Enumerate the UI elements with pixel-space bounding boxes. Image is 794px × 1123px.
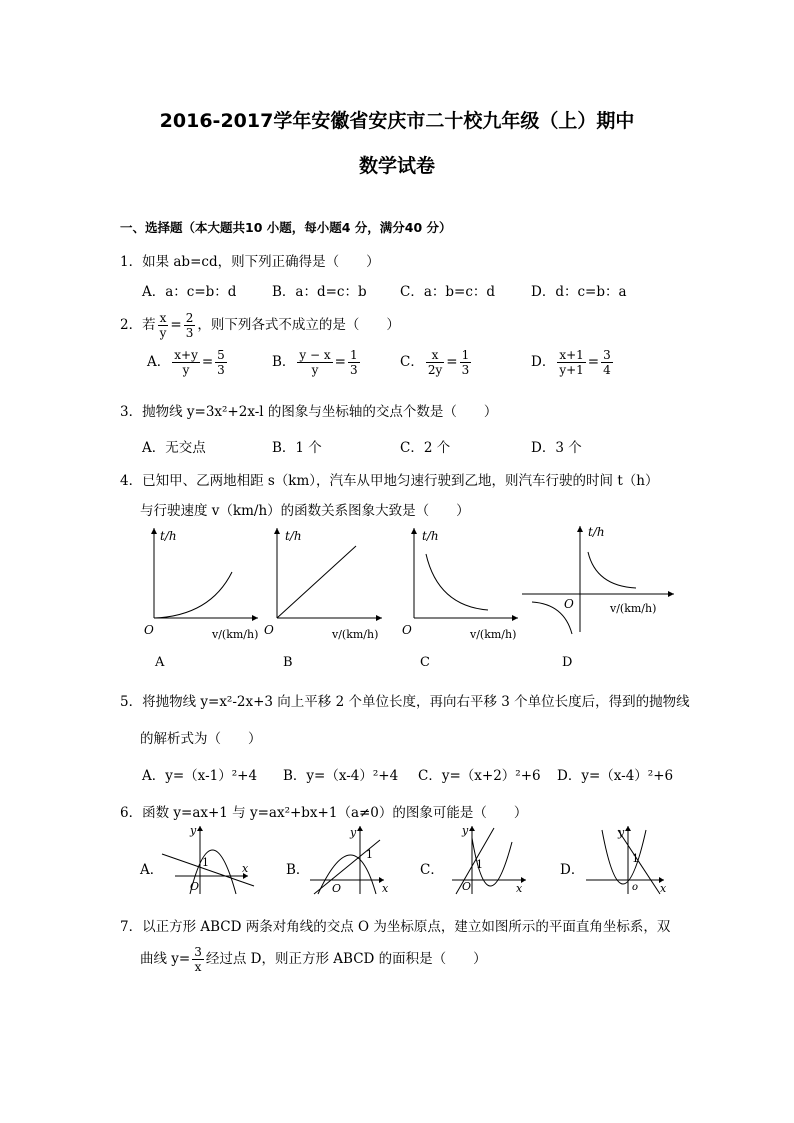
svg-text:x: x — [660, 882, 667, 895]
question-6-stem: 6．函数 y=ax+1 与 y=ax²+bx+1（a≠0）的图象可能是（ ） — [120, 805, 528, 821]
svg-text:y: y — [462, 824, 469, 837]
svg-text:y: y — [350, 826, 357, 839]
svg-text:o: o — [632, 882, 639, 893]
svg-text:1: 1 — [632, 852, 639, 865]
section-heading: 一、选择题（本大题共10 小题，每小题4 分，满分40 分） — [120, 220, 452, 235]
q3-option-b[interactable]: B．1 个 — [272, 440, 322, 456]
q4c-origin: O — [402, 623, 412, 637]
q2-option-a[interactable]: A． $\frac{x+y}{y}$ = $\frac{5}{3}$ — [147, 348, 225, 377]
q5-option-c[interactable]: C．y=（x+2）²+6 — [418, 768, 541, 784]
page-title: 2016-2017学年安徽省安庆市二十校九年级（上）期中 — [159, 110, 635, 132]
svg-text:x: x — [516, 882, 523, 895]
question-5-stem-line2: 的解析式为（ ） — [140, 731, 262, 747]
q2-given-frac-right: $\frac{2}{3}$ — [185, 311, 194, 340]
question-5-stem-line1: 5．将抛物线 y=x²-2x+3 向上平移 2 个单位长度，再向右平移 3 个单位长度后，得到的抛物线 — [120, 694, 690, 710]
q3-option-c[interactable]: C．2 个 — [400, 440, 451, 456]
q5-option-b[interactable]: B．y=（x-4）²+4 — [283, 768, 399, 784]
question-2-stem: 2．若 $\frac{x}{y}$ = $\frac{2}{3}$ ，则下列各式不成立的是（ ） — [120, 311, 400, 340]
q1-option-b[interactable]: B．a：d=c：b — [272, 284, 367, 300]
q4-label-b: B — [283, 655, 293, 670]
question-4-stem-line2: 与行驶速度 v（km/h）的函数关系图象大致是（ ） — [140, 503, 470, 519]
q1-option-a[interactable]: A．a：c=b：d — [142, 284, 237, 300]
q5-option-a[interactable]: A．y=（x-1）²+4 — [142, 768, 258, 784]
question-3-stem: 3．抛物线 y=3x²+2x-l 的图象与坐标轴的交点个数是（ ） — [120, 404, 498, 420]
q4-label-d: D — [562, 655, 573, 670]
svg-text:y: y — [618, 826, 625, 839]
q4d-axis-x: v/(km/h) — [610, 602, 657, 615]
q3-option-d[interactable]: D．3 个 — [531, 440, 582, 456]
q4-label-a: A — [155, 655, 165, 670]
svg-text:y: y — [190, 824, 197, 837]
svg-text:1: 1 — [366, 848, 373, 861]
q1-option-c[interactable]: C．a：b=c：d — [400, 284, 496, 300]
question-4-stem-line1: 4．已知甲、乙两地相距 s（km），汽车从甲地匀速行驶到乙地，则汽车行驶的时间 t（h） — [120, 473, 659, 489]
q4-graph-d[interactable] — [522, 525, 674, 634]
q4b-origin: O — [264, 623, 274, 637]
q4a-axis-y: t/h — [160, 529, 177, 543]
q4c-axis-y: t/h — [422, 529, 439, 543]
q2-option-c[interactable]: C． $\frac{x}{2y}$ = $\frac{1}{3}$ — [400, 348, 470, 377]
svg-text:O: O — [332, 882, 342, 895]
page-subtitle: 数学试卷 — [358, 155, 435, 177]
q3-option-a[interactable]: A．无交点 — [142, 440, 206, 456]
q6-graph-a[interactable] — [162, 824, 254, 894]
q6-option-c-label[interactable]: C． — [420, 862, 444, 878]
q6-graph-d[interactable] — [586, 826, 667, 895]
q7-fraction: $\frac{3}{x}$ — [194, 945, 202, 974]
svg-text:1: 1 — [202, 856, 209, 869]
q1-option-d[interactable]: D．d：c=b：a — [531, 284, 627, 300]
q2-option-b[interactable]: B． $\frac{y - x}{y}$ = $\frac{1}{3}$ — [272, 348, 358, 377]
q2-given-frac-left: $\frac{x}{y}$ — [159, 311, 167, 340]
q4b-axis-y: t/h — [285, 529, 302, 543]
q4a-origin: O — [144, 623, 154, 637]
svg-text:O: O — [462, 880, 472, 893]
q4-graph-c[interactable] — [402, 528, 518, 641]
q4-graphs — [140, 524, 680, 650]
question-7-stem-line2: 曲线 y= $\frac{3}{x}$ 经过点 D，则正方形 ABCD 的面积是（ ） — [140, 945, 487, 974]
svg-text:O: O — [190, 880, 200, 893]
question-1-stem: 1．如果 ab=cd，则下列正确得是（ ） — [120, 254, 380, 270]
svg-text:1: 1 — [476, 858, 483, 871]
q6-option-b-label[interactable]: B． — [286, 862, 310, 878]
svg-text:x: x — [242, 862, 249, 875]
q2-prefix: 2．若 — [120, 317, 156, 333]
q6-option-a-label[interactable]: A． — [140, 862, 164, 878]
q4a-axis-x: v/(km/h) — [212, 628, 259, 641]
q6-graphs — [150, 822, 670, 896]
q6-graph-c[interactable] — [452, 824, 526, 895]
q4b-axis-x: v/(km/h) — [332, 628, 379, 641]
q4-graph-b[interactable] — [264, 528, 382, 641]
q4d-axis-y: t/h — [588, 525, 605, 539]
svg-text:x: x — [382, 882, 389, 895]
q6-option-d-label[interactable]: D． — [560, 862, 585, 878]
q4c-axis-x: v/(km/h) — [470, 628, 517, 641]
q4-label-c: C — [420, 655, 430, 670]
q5-option-d[interactable]: D．y=（x-4）²+6 — [557, 768, 674, 784]
question-7-stem-line1: 7．以正方形 ABCD 两条对角线的交点 O 为坐标原点，建立如图所示的平面直角坐标系，双 — [120, 919, 671, 935]
q4-graph-a[interactable] — [144, 528, 258, 641]
q2-option-d[interactable]: D． $\frac{x+1}{y+1}$ = $\frac{3}{4}$ — [531, 348, 611, 377]
q6-graph-b[interactable] — [310, 826, 389, 895]
q4d-origin: O — [564, 597, 574, 611]
q2-suffix: ，则下列各式不成立的是（ ） — [197, 317, 400, 333]
